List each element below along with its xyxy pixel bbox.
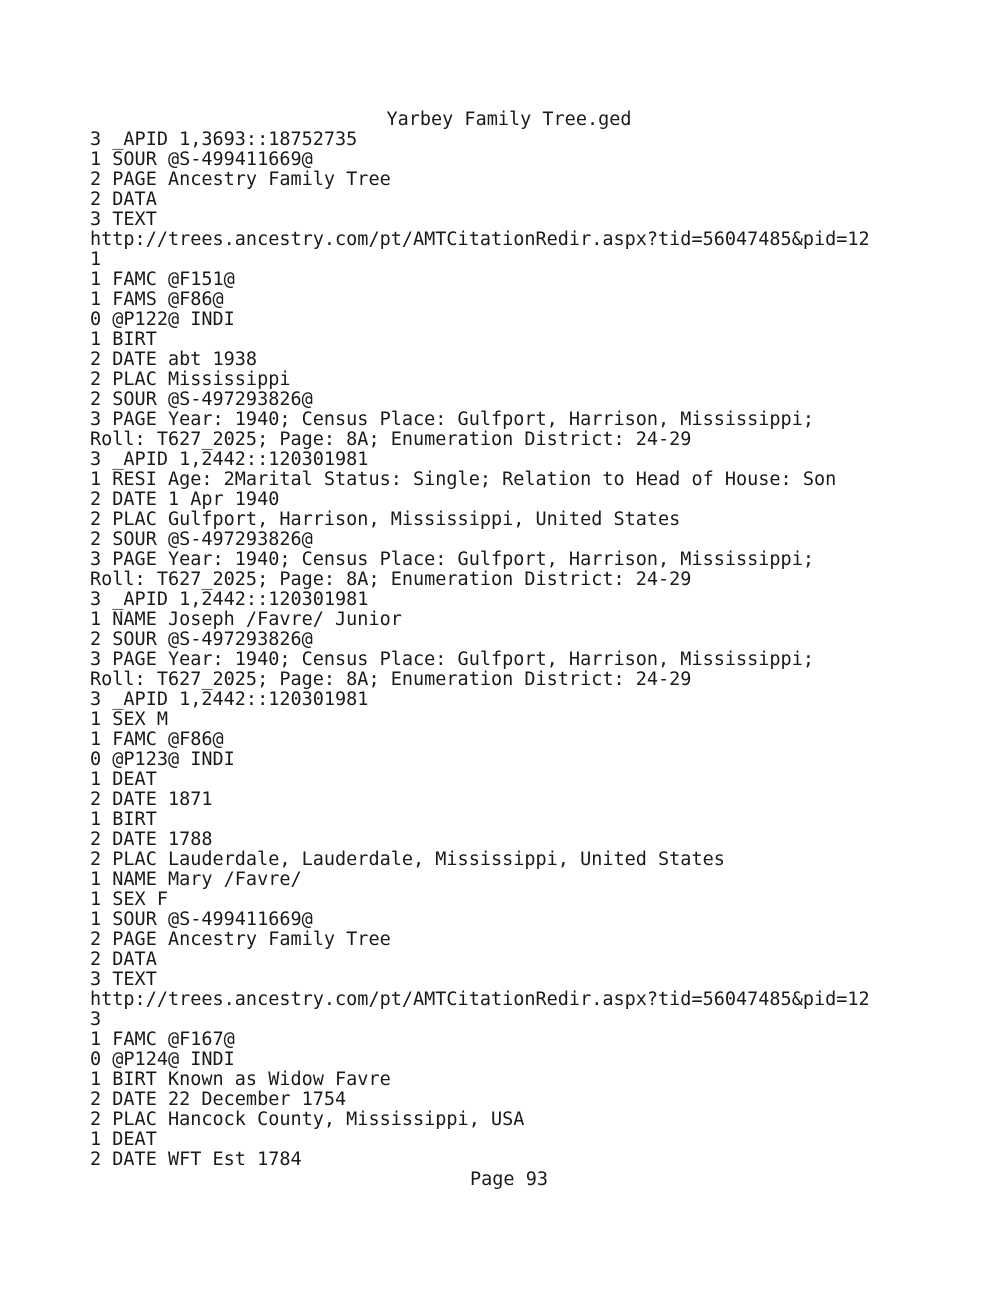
text-line: 2 PLAC Mississippi (90, 369, 291, 390)
text-line: 1 BIRT Known as Widow Favre (90, 1069, 391, 1090)
text-line: Roll: T627_2025; Page: 8A; Enumeration District: 24-29 (90, 429, 692, 450)
text-line: 2 SOUR @S-497293826@ (90, 629, 313, 650)
text-line: 2 PAGE Ancestry Family Tree (90, 169, 391, 190)
text-line: 1 FAMC @F167@ (90, 1029, 235, 1050)
url-line: http://trees.ancestry.com/pt/AMTCitationRedir.aspx?tid=56047485&pid=12 (90, 989, 870, 1010)
text-line: 2 PLAC Hancock County, Mississippi, USA (90, 1109, 525, 1130)
text-line: 0 @P123@ INDI (90, 749, 235, 770)
text-line: Roll: T627_2025; Page: 8A; Enumeration District: 24-29 (90, 669, 692, 690)
text-line: 2 PLAC Lauderdale, Lauderdale, Mississippi, United States (90, 849, 725, 870)
text-line: 1 FAMS @F86@ (90, 289, 224, 310)
text-line: 1 SEX M (90, 709, 168, 730)
text-line: 3 _APID 1,2442::120301981 (90, 689, 369, 710)
text-line: 1 FAMC @F86@ (90, 729, 224, 750)
text-line: 3 _APID 1,3693::18752735 (90, 129, 358, 150)
text-line: 1 SOUR @S-499411669@ (90, 909, 313, 930)
text-line: 2 DATE 22 December 1754 (90, 1089, 347, 1110)
text-line: 1 NAME Mary /Favre/ (90, 869, 302, 890)
text-line: 1 NAME Joseph /Favre/ Junior (90, 609, 402, 630)
text-line: 1 BIRT (90, 329, 157, 350)
text-line: 3 PAGE Year: 1940; Census Place: Gulfport, Harrison, Mississippi; (90, 549, 814, 570)
text-line: 1 SOUR @S-499411669@ (90, 149, 313, 170)
text-line: 2 DATA (90, 189, 157, 210)
text-line: 3 TEXT (90, 969, 157, 990)
text-line: 1 FAMC @F151@ (90, 269, 235, 290)
text-line: 2 DATE WFT Est 1784 (90, 1149, 302, 1170)
text-line: 1 DEAT (90, 1129, 157, 1150)
text-line: 1 DEAT (90, 769, 157, 790)
text-line: 0 @P124@ INDI (90, 1049, 235, 1070)
page-number: Page 93 (470, 1169, 548, 1190)
text-line: 2 DATE 1871 (90, 789, 213, 810)
text-line: 3 TEXT (90, 209, 157, 230)
text-line: 2 SOUR @S-497293826@ (90, 389, 313, 410)
text-line: 3 (90, 1009, 102, 1030)
text-line: 2 DATE 1788 (90, 829, 213, 850)
text-line: 1 RESI Age: 2Marital Status: Single; Relation to Head of House: Son (90, 469, 837, 490)
url-line: http://trees.ancestry.com/pt/AMTCitationRedir.aspx?tid=56047485&pid=12 (90, 229, 870, 250)
text-line: Roll: T627_2025; Page: 8A; Enumeration District: 24-29 (90, 569, 692, 590)
text-line: 2 SOUR @S-497293826@ (90, 529, 313, 550)
text-line: 2 DATA (90, 949, 157, 970)
document-title: Yarbey Family Tree.ged (386, 109, 632, 130)
text-line: 1 BIRT (90, 809, 157, 830)
gedcom-text-body (90, 130, 870, 1170)
text-line: 3 _APID 1,2442::120301981 (90, 449, 369, 470)
text-line: 3 PAGE Year: 1940; Census Place: Gulfport, Harrison, Mississippi; (90, 649, 814, 670)
text-line: 2 PAGE Ancestry Family Tree (90, 929, 391, 950)
text-line: 2 DATE abt 1938 (90, 349, 258, 370)
text-line: 2 PLAC Gulfport, Harrison, Mississippi, United States (90, 509, 681, 530)
text-line: 2 DATE 1 Apr 1940 (90, 489, 280, 510)
text-line: 0 @P122@ INDI (90, 309, 235, 330)
text-line: 1 (90, 249, 102, 270)
text-line: 3 _APID 1,2442::120301981 (90, 589, 369, 610)
text-line: 3 PAGE Year: 1940; Census Place: Gulfport, Harrison, Mississippi; (90, 409, 814, 430)
text-line: 1 SEX F (90, 889, 168, 910)
